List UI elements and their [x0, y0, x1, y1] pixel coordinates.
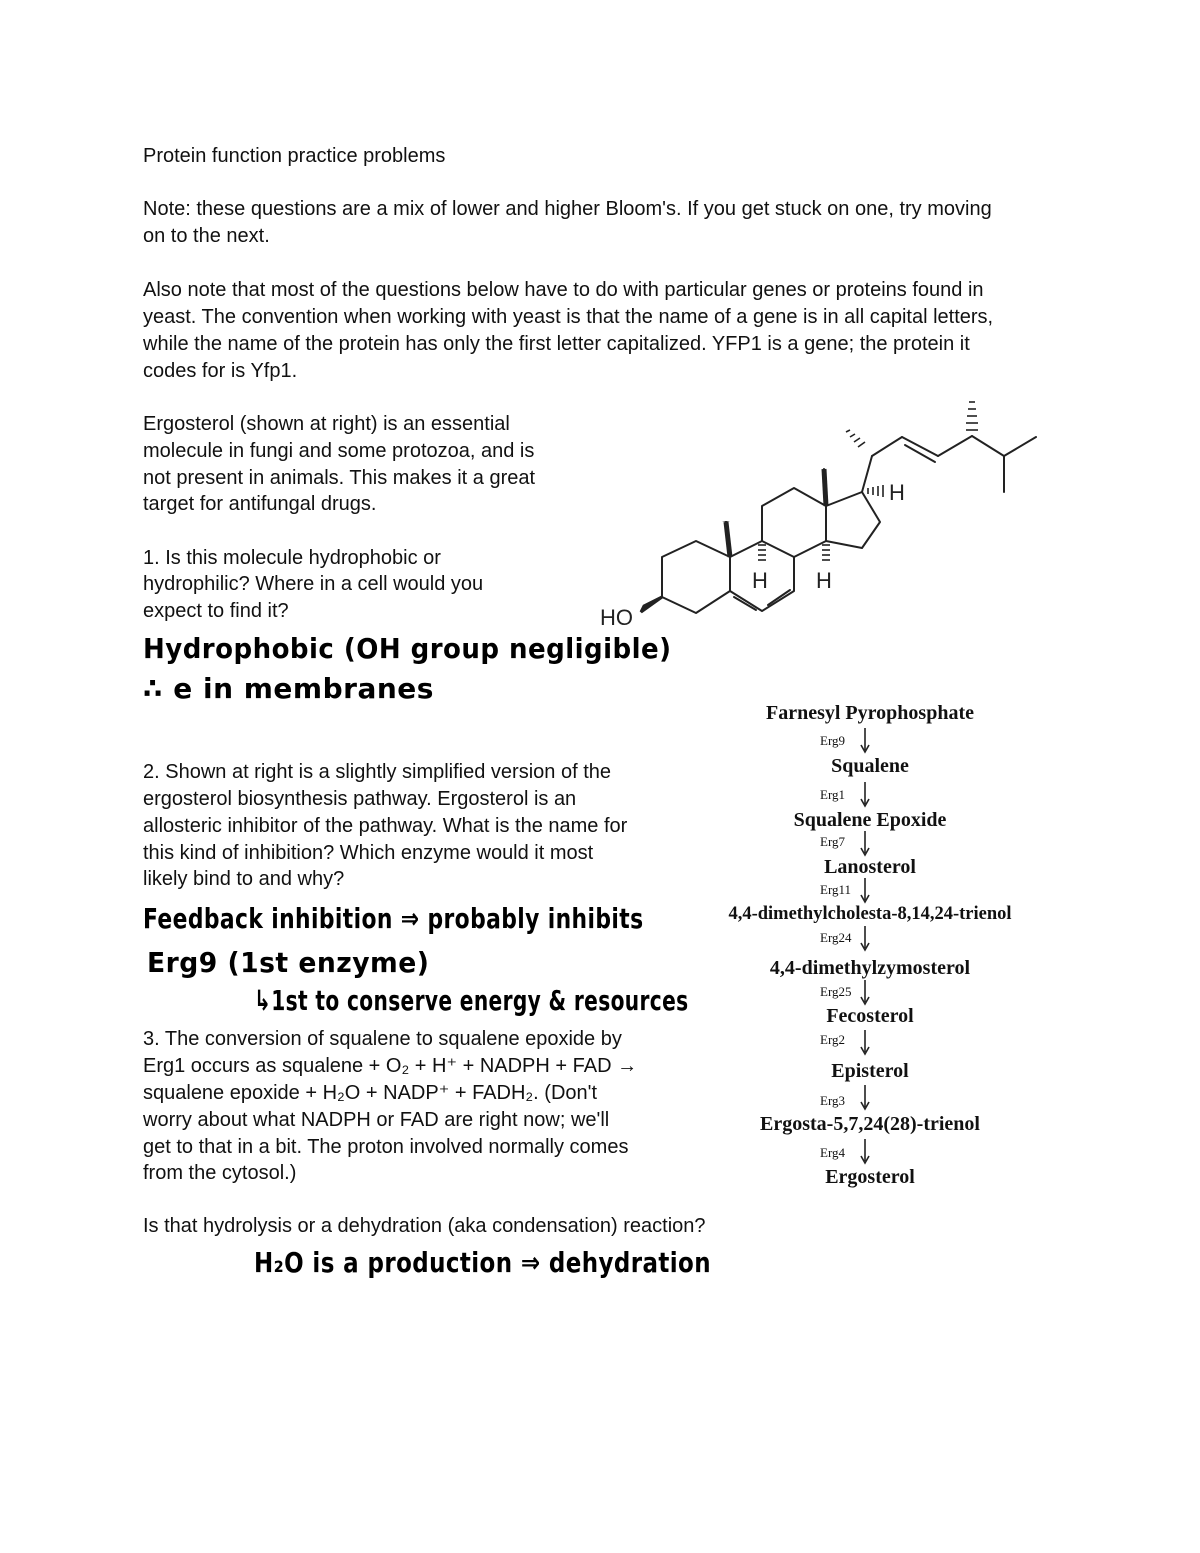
ergosterol-pathway — [692, 696, 1048, 1196]
pathway-enzyme: Erg9 — [820, 733, 846, 748]
pathway-compound: Squalene Epoxide — [793, 809, 947, 831]
pathway-compound: 4,4-dimethylzymosterol — [769, 957, 971, 979]
pathway-enzyme: Erg1 — [820, 787, 846, 802]
pathway-compound: Fecosterol — [826, 1005, 914, 1027]
pathway-compound: Ergosterol — [825, 1166, 915, 1188]
q3b-question: Is that hydrolysis or a dehydration (aka condensation) reaction? — [143, 1215, 706, 1237]
pathway-compound: Episterol — [831, 1060, 909, 1082]
h-label-ring-d: H — [889, 480, 905, 505]
q3-line-5: get to that in a bit. The proton involved normally comes — [143, 1136, 629, 1158]
pathway-arrow-icon — [860, 1139, 870, 1165]
pathway-arrow-icon — [860, 1085, 870, 1111]
q3-line-1: 3. The conversion of squalene to squalene epoxide by — [143, 1028, 622, 1050]
q1-line-3: expect to find it? — [143, 600, 289, 622]
q2-line-1: 2. Shown at right is a slightly simplified version of the — [143, 761, 611, 783]
q1-line-1: 1. Is this molecule hydrophobic or — [143, 547, 441, 569]
convention-line-2: yeast. The convention when working with yeast is that the name of a gene is in all capital letters, — [143, 306, 994, 328]
q2-answer-line-2: Erg9 (1st enzyme) — [147, 946, 430, 979]
note-line-1: Note: these questions are a mix of lower and higher Bloom's. If you get stuck on one, try moving — [143, 198, 992, 220]
ergosterol-intro-line-1: Ergosterol (shown at right) is an essential — [143, 413, 510, 435]
pathway-enzyme: Erg24 — [820, 930, 852, 945]
convention-line-1: Also note that most of the questions below have to do with particular genes or proteins found in — [143, 279, 984, 301]
pathway-enzyme: Erg11 — [820, 882, 852, 897]
q1-line-2: hydrophilic? Where in a cell would you — [143, 573, 484, 595]
q2-line-4: this kind of inhibition? Which enzyme would it most — [143, 842, 594, 864]
pathway-arrow-icon — [860, 980, 870, 1006]
pathway-compound: Farnesyl Pyrophosphate — [766, 702, 974, 724]
pathway-arrow-icon — [860, 1030, 870, 1056]
ergosterol-intro-line-2: molecule in fungi and some protozoa, and is — [143, 440, 535, 462]
pathway-compound: Squalene — [831, 755, 909, 777]
q2-answer-line-3: ↳1st to conserve energy & resources — [254, 984, 689, 1017]
q2-answer-line-1: Feedback inhibition ⇒ probably inhibits — [143, 902, 644, 935]
h-label-ring-c: H — [816, 568, 832, 593]
pathway-compound: Lanosterol — [824, 856, 916, 878]
pathway-compound: 4,4-dimethylcholesta-8,14,24-trienol — [728, 904, 1012, 924]
q1-answer-line-2: ∴ e in membranes — [143, 672, 434, 705]
pathway-arrow-icon — [860, 878, 870, 904]
convention-line-3: while the name of the protein has only the first letter capitalized. YFP1 is a gene; the protein it — [143, 333, 970, 355]
ho-label: HO — [600, 605, 633, 630]
pathway-arrow-icon — [860, 831, 870, 857]
q3-line-3: squalene epoxide + H₂O + NADP⁺ + FADH₂. (Don't — [143, 1082, 598, 1104]
page-title: Protein function practice problems — [143, 145, 446, 167]
q2-line-3: allosteric inhibitor of the pathway. What is the name for — [143, 815, 628, 837]
q3b-answer: H₂O is a production ⇒ dehydration — [254, 1246, 711, 1279]
q2-line-2: ergosterol biosynthesis pathway. Ergosterol is an — [143, 788, 577, 810]
pathway-enzyme: Erg7 — [820, 834, 846, 849]
q2-line-5: likely bind to and why? — [143, 868, 345, 890]
note-line-2: on to the next. — [143, 225, 270, 247]
convention-line-4: codes for is Yfp1. — [143, 360, 298, 382]
pathway-arrow-icon — [860, 728, 870, 754]
pathway-enzyme: Erg3 — [820, 1093, 846, 1108]
pathway-enzyme: Erg2 — [820, 1032, 846, 1047]
pathway-arrow-icon — [860, 926, 870, 952]
ergosterol-structure — [596, 392, 1068, 640]
ergosterol-intro-line-3: not present in animals. This makes it a great — [143, 467, 536, 489]
pathway-enzyme: Erg4 — [820, 1145, 846, 1160]
q3-line-2: Erg1 occurs as squalene + O₂ + H⁺ + NADPH + FAD → — [143, 1055, 638, 1077]
q3-line-6: from the cytosol.) — [143, 1162, 297, 1184]
pathway-enzyme: Erg25 — [820, 984, 852, 999]
pathway-compound: Ergosta-5,7,24(28)-trienol — [760, 1113, 980, 1135]
ergosterol-intro-line-4: target for antifungal drugs. — [143, 493, 377, 515]
h-label-ring-b: H — [752, 568, 768, 593]
pathway-arrow-icon — [860, 782, 870, 808]
q1-answer-line-1: Hydrophobic (OH group negligible) — [143, 632, 672, 665]
q3-line-4: worry about what NADPH or FAD are right now; we'll — [143, 1109, 610, 1131]
